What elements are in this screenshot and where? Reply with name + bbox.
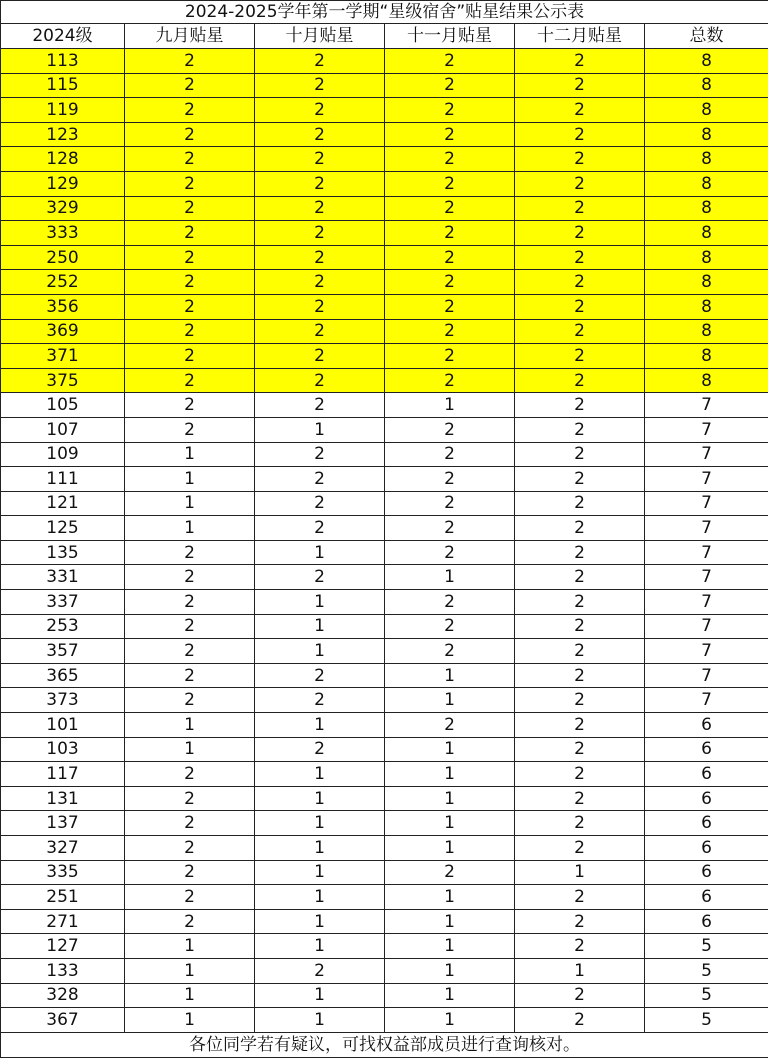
october-cell: 2 — [255, 368, 385, 393]
total-cell: 8 — [645, 368, 768, 393]
total-cell: 6 — [645, 885, 768, 910]
september-cell: 1 — [125, 934, 255, 959]
total-cell: 6 — [645, 860, 768, 885]
november-cell: 2 — [385, 614, 515, 639]
october-cell: 2 — [255, 958, 385, 983]
october-cell: 1 — [255, 909, 385, 934]
october-cell: 2 — [255, 491, 385, 516]
header-total: 总数 — [645, 24, 768, 49]
september-cell: 2 — [125, 786, 255, 811]
september-cell: 2 — [125, 909, 255, 934]
september-cell: 1 — [125, 737, 255, 762]
table-row — [1, 221, 768, 246]
total-cell: 5 — [645, 958, 768, 983]
november-cell: 2 — [385, 294, 515, 319]
total-cell: 8 — [645, 171, 768, 196]
table-row — [1, 1008, 768, 1033]
september-cell: 2 — [125, 614, 255, 639]
december-cell: 2 — [515, 368, 645, 393]
total-cell: 7 — [645, 688, 768, 713]
table-row — [1, 49, 768, 74]
room-cell: 128 — [1, 147, 125, 172]
table-row — [1, 983, 768, 1008]
november-cell: 1 — [385, 688, 515, 713]
october-cell: 1 — [255, 590, 385, 615]
table-row — [1, 147, 768, 172]
total-cell: 7 — [645, 639, 768, 664]
december-cell: 2 — [515, 49, 645, 74]
december-cell: 2 — [515, 270, 645, 295]
september-cell: 1 — [125, 958, 255, 983]
room-cell: 125 — [1, 516, 125, 541]
november-cell: 2 — [385, 270, 515, 295]
november-cell: 1 — [385, 737, 515, 762]
november-cell: 2 — [385, 196, 515, 221]
september-cell: 2 — [125, 590, 255, 615]
november-cell: 1 — [385, 1008, 515, 1033]
september-cell: 2 — [125, 294, 255, 319]
total-cell: 7 — [645, 590, 768, 615]
december-cell: 2 — [515, 885, 645, 910]
table-row — [1, 909, 768, 934]
september-cell: 2 — [125, 393, 255, 418]
total-cell: 8 — [645, 196, 768, 221]
table-row — [1, 491, 768, 516]
table-row — [1, 171, 768, 196]
total-cell: 8 — [645, 344, 768, 369]
october-cell: 1 — [255, 540, 385, 565]
october-cell: 2 — [255, 147, 385, 172]
room-cell: 101 — [1, 713, 125, 738]
october-cell: 2 — [255, 688, 385, 713]
total-cell: 7 — [645, 540, 768, 565]
november-cell: 1 — [385, 393, 515, 418]
december-cell: 2 — [515, 294, 645, 319]
september-cell: 2 — [125, 171, 255, 196]
room-cell: 133 — [1, 958, 125, 983]
header-november: 十一月贴星 — [385, 24, 515, 49]
september-cell: 2 — [125, 663, 255, 688]
room-cell: 357 — [1, 639, 125, 664]
room-cell: 328 — [1, 983, 125, 1008]
room-cell: 121 — [1, 491, 125, 516]
october-cell: 1 — [255, 836, 385, 861]
total-cell: 7 — [645, 565, 768, 590]
october-cell: 1 — [255, 762, 385, 787]
december-cell: 2 — [515, 540, 645, 565]
title-row — [1, 1, 768, 24]
september-cell: 1 — [125, 467, 255, 492]
table-row — [1, 270, 768, 295]
september-cell: 2 — [125, 344, 255, 369]
october-cell: 2 — [255, 294, 385, 319]
total-cell: 8 — [645, 245, 768, 270]
footer-row — [1, 1032, 768, 1057]
table-row — [1, 344, 768, 369]
table-row — [1, 540, 768, 565]
total-cell: 7 — [645, 663, 768, 688]
table-row — [1, 98, 768, 123]
room-cell: 331 — [1, 565, 125, 590]
december-cell: 1 — [515, 860, 645, 885]
september-cell: 2 — [125, 221, 255, 246]
december-cell: 2 — [515, 934, 645, 959]
november-cell: 2 — [385, 467, 515, 492]
december-cell: 2 — [515, 688, 645, 713]
total-cell: 8 — [645, 270, 768, 295]
table-row — [1, 319, 768, 344]
october-cell: 2 — [255, 221, 385, 246]
december-cell: 2 — [515, 663, 645, 688]
december-cell: 2 — [515, 516, 645, 541]
room-cell: 367 — [1, 1008, 125, 1033]
december-cell: 2 — [515, 639, 645, 664]
total-cell: 7 — [645, 442, 768, 467]
footer-note: 各位同学若有疑议，可找权益部成员进行查询核对。 — [1, 1032, 768, 1057]
september-cell: 1 — [125, 516, 255, 541]
room-cell: 251 — [1, 885, 125, 910]
november-cell: 2 — [385, 639, 515, 664]
november-cell: 1 — [385, 885, 515, 910]
september-cell: 2 — [125, 319, 255, 344]
table-row — [1, 688, 768, 713]
total-cell: 7 — [645, 516, 768, 541]
november-cell: 1 — [385, 565, 515, 590]
november-cell: 2 — [385, 171, 515, 196]
december-cell: 2 — [515, 467, 645, 492]
table-row — [1, 762, 768, 787]
september-cell: 2 — [125, 270, 255, 295]
table-row — [1, 196, 768, 221]
september-cell: 1 — [125, 491, 255, 516]
october-cell: 2 — [255, 98, 385, 123]
december-cell: 2 — [515, 737, 645, 762]
room-cell: 337 — [1, 590, 125, 615]
total-cell: 8 — [645, 98, 768, 123]
september-cell: 2 — [125, 245, 255, 270]
november-cell: 2 — [385, 147, 515, 172]
table-row — [1, 73, 768, 98]
december-cell: 2 — [515, 565, 645, 590]
room-cell: 252 — [1, 270, 125, 295]
room-cell: 329 — [1, 196, 125, 221]
room-cell: 135 — [1, 540, 125, 565]
room-cell: 250 — [1, 245, 125, 270]
november-cell: 2 — [385, 344, 515, 369]
november-cell: 1 — [385, 909, 515, 934]
october-cell: 2 — [255, 319, 385, 344]
room-cell: 127 — [1, 934, 125, 959]
october-cell: 2 — [255, 663, 385, 688]
december-cell: 2 — [515, 73, 645, 98]
table-row — [1, 516, 768, 541]
room-cell: 271 — [1, 909, 125, 934]
september-cell: 2 — [125, 49, 255, 74]
october-cell: 2 — [255, 171, 385, 196]
total-cell: 8 — [645, 319, 768, 344]
table-title: 2024-2025学年第一学期“星级宿舍”贴星结果公示表 — [1, 1, 768, 24]
october-cell: 1 — [255, 885, 385, 910]
total-cell: 6 — [645, 909, 768, 934]
total-cell: 7 — [645, 614, 768, 639]
september-cell: 2 — [125, 368, 255, 393]
september-cell: 2 — [125, 885, 255, 910]
table-row — [1, 786, 768, 811]
october-cell: 2 — [255, 467, 385, 492]
november-cell: 2 — [385, 49, 515, 74]
table-row — [1, 639, 768, 664]
table-row — [1, 836, 768, 861]
room-cell: 137 — [1, 811, 125, 836]
table-row — [1, 885, 768, 910]
december-cell: 2 — [515, 491, 645, 516]
room-cell: 117 — [1, 762, 125, 787]
december-cell: 1 — [515, 958, 645, 983]
total-cell: 7 — [645, 491, 768, 516]
november-cell: 2 — [385, 73, 515, 98]
september-cell: 2 — [125, 196, 255, 221]
header-december: 十二月贴星 — [515, 24, 645, 49]
september-cell: 2 — [125, 811, 255, 836]
november-cell: 1 — [385, 811, 515, 836]
september-cell: 1 — [125, 442, 255, 467]
december-cell: 2 — [515, 147, 645, 172]
october-cell: 1 — [255, 614, 385, 639]
october-cell: 2 — [255, 73, 385, 98]
september-cell: 2 — [125, 565, 255, 590]
table-row — [1, 417, 768, 442]
november-cell: 2 — [385, 590, 515, 615]
header-october: 十月贴星 — [255, 24, 385, 49]
december-cell: 2 — [515, 196, 645, 221]
october-cell: 2 — [255, 122, 385, 147]
september-cell: 2 — [125, 688, 255, 713]
september-cell: 2 — [125, 860, 255, 885]
total-cell: 5 — [645, 934, 768, 959]
september-cell: 2 — [125, 73, 255, 98]
total-cell: 5 — [645, 983, 768, 1008]
november-cell: 2 — [385, 540, 515, 565]
room-cell: 335 — [1, 860, 125, 885]
december-cell: 2 — [515, 614, 645, 639]
december-cell: 2 — [515, 909, 645, 934]
december-cell: 2 — [515, 122, 645, 147]
november-cell: 2 — [385, 516, 515, 541]
october-cell: 2 — [255, 442, 385, 467]
november-cell: 2 — [385, 860, 515, 885]
october-cell: 1 — [255, 983, 385, 1008]
december-cell: 2 — [515, 245, 645, 270]
table-row — [1, 368, 768, 393]
header-row — [1, 24, 768, 49]
december-cell: 2 — [515, 221, 645, 246]
table-row — [1, 467, 768, 492]
total-cell: 6 — [645, 737, 768, 762]
total-cell: 8 — [645, 49, 768, 74]
september-cell: 1 — [125, 1008, 255, 1033]
december-cell: 2 — [515, 171, 645, 196]
november-cell: 2 — [385, 491, 515, 516]
september-cell: 2 — [125, 540, 255, 565]
room-cell: 111 — [1, 467, 125, 492]
november-cell: 1 — [385, 663, 515, 688]
total-cell: 6 — [645, 836, 768, 861]
november-cell: 2 — [385, 442, 515, 467]
room-cell: 131 — [1, 786, 125, 811]
november-cell: 1 — [385, 958, 515, 983]
table-row — [1, 614, 768, 639]
table-row — [1, 245, 768, 270]
september-cell: 2 — [125, 122, 255, 147]
november-cell: 2 — [385, 319, 515, 344]
total-cell: 6 — [645, 786, 768, 811]
room-cell: 373 — [1, 688, 125, 713]
table-row — [1, 442, 768, 467]
october-cell: 1 — [255, 1008, 385, 1033]
total-cell: 8 — [645, 73, 768, 98]
october-cell: 1 — [255, 934, 385, 959]
november-cell: 2 — [385, 98, 515, 123]
table-row — [1, 860, 768, 885]
october-cell: 2 — [255, 344, 385, 369]
december-cell: 2 — [515, 1008, 645, 1033]
october-cell: 1 — [255, 713, 385, 738]
october-cell: 2 — [255, 565, 385, 590]
december-cell: 2 — [515, 442, 645, 467]
total-cell: 7 — [645, 393, 768, 418]
september-cell: 1 — [125, 713, 255, 738]
november-cell: 2 — [385, 221, 515, 246]
table-row — [1, 737, 768, 762]
total-cell: 8 — [645, 221, 768, 246]
total-cell: 6 — [645, 762, 768, 787]
december-cell: 2 — [515, 319, 645, 344]
room-cell: 375 — [1, 368, 125, 393]
table-row — [1, 958, 768, 983]
room-cell: 105 — [1, 393, 125, 418]
november-cell: 2 — [385, 368, 515, 393]
december-cell: 2 — [515, 811, 645, 836]
total-cell: 7 — [645, 467, 768, 492]
total-cell: 5 — [645, 1008, 768, 1033]
november-cell: 1 — [385, 934, 515, 959]
table-row — [1, 294, 768, 319]
october-cell: 2 — [255, 516, 385, 541]
room-cell: 371 — [1, 344, 125, 369]
room-cell: 109 — [1, 442, 125, 467]
october-cell: 1 — [255, 786, 385, 811]
room-cell: 115 — [1, 73, 125, 98]
december-cell: 2 — [515, 590, 645, 615]
total-cell: 6 — [645, 811, 768, 836]
table-row — [1, 393, 768, 418]
october-cell: 2 — [255, 393, 385, 418]
october-cell: 1 — [255, 811, 385, 836]
september-cell: 2 — [125, 639, 255, 664]
december-cell: 2 — [515, 786, 645, 811]
room-cell: 356 — [1, 294, 125, 319]
october-cell: 1 — [255, 417, 385, 442]
december-cell: 2 — [515, 762, 645, 787]
table-row — [1, 565, 768, 590]
december-cell: 2 — [515, 713, 645, 738]
september-cell: 2 — [125, 98, 255, 123]
september-cell: 1 — [125, 983, 255, 1008]
header-september: 九月贴星 — [125, 24, 255, 49]
room-cell: 119 — [1, 98, 125, 123]
october-cell: 2 — [255, 737, 385, 762]
total-cell: 7 — [645, 417, 768, 442]
october-cell: 1 — [255, 639, 385, 664]
table-row — [1, 811, 768, 836]
table-row — [1, 663, 768, 688]
room-cell: 365 — [1, 663, 125, 688]
september-cell: 2 — [125, 762, 255, 787]
room-cell: 327 — [1, 836, 125, 861]
october-cell: 2 — [255, 245, 385, 270]
september-cell: 2 — [125, 836, 255, 861]
december-cell: 2 — [515, 393, 645, 418]
november-cell: 1 — [385, 836, 515, 861]
november-cell: 2 — [385, 417, 515, 442]
december-cell: 2 — [515, 344, 645, 369]
november-cell: 1 — [385, 786, 515, 811]
november-cell: 1 — [385, 762, 515, 787]
table-row — [1, 590, 768, 615]
room-cell: 253 — [1, 614, 125, 639]
room-cell: 333 — [1, 221, 125, 246]
room-cell: 113 — [1, 49, 125, 74]
october-cell: 1 — [255, 860, 385, 885]
october-cell: 2 — [255, 270, 385, 295]
room-cell: 103 — [1, 737, 125, 762]
room-cell: 123 — [1, 122, 125, 147]
room-cell: 129 — [1, 171, 125, 196]
november-cell: 2 — [385, 245, 515, 270]
table-row — [1, 934, 768, 959]
october-cell: 2 — [255, 49, 385, 74]
september-cell: 2 — [125, 147, 255, 172]
november-cell: 1 — [385, 983, 515, 1008]
table-row — [1, 713, 768, 738]
october-cell: 2 — [255, 196, 385, 221]
november-cell: 2 — [385, 713, 515, 738]
september-cell: 2 — [125, 417, 255, 442]
table-row — [1, 122, 768, 147]
total-cell: 8 — [645, 122, 768, 147]
december-cell: 2 — [515, 836, 645, 861]
total-cell: 8 — [645, 294, 768, 319]
header-grade: 2024级 — [1, 24, 125, 49]
november-cell: 2 — [385, 122, 515, 147]
room-cell: 369 — [1, 319, 125, 344]
total-cell: 6 — [645, 713, 768, 738]
december-cell: 2 — [515, 417, 645, 442]
total-cell: 8 — [645, 147, 768, 172]
december-cell: 2 — [515, 983, 645, 1008]
december-cell: 2 — [515, 98, 645, 123]
room-cell: 107 — [1, 417, 125, 442]
